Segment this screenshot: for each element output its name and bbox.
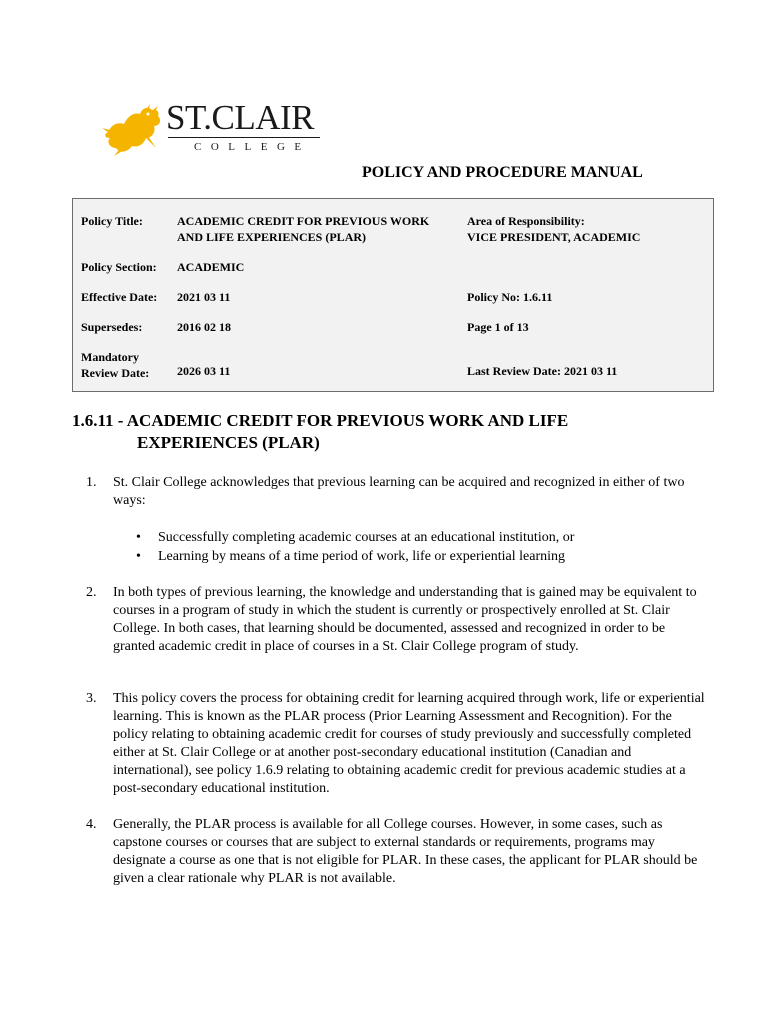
section-heading bbox=[72, 410, 568, 454]
mandatory-review-value: 2026 03 11 bbox=[177, 364, 231, 378]
logo-divider bbox=[168, 137, 320, 138]
policy-info-box bbox=[72, 198, 714, 392]
list-item bbox=[132, 528, 574, 547]
bullet-text: Successfully completing academic courses at an educational institution, or bbox=[158, 530, 575, 545]
responsibility-value: VICE PRESIDENT, ACADEMIC bbox=[467, 230, 641, 244]
logo-wordmark: ST.CLAIR bbox=[166, 98, 314, 137]
college-logo bbox=[102, 100, 324, 156]
paragraph-text: St. Clair College acknowledges that previous learning can be acquired and recognized in either of two ways: bbox=[113, 475, 685, 508]
policy-number: Policy No: 1.6.11 bbox=[467, 290, 553, 304]
responsibility-label: Area of Responsibility: bbox=[467, 214, 585, 228]
paragraph-text: In both types of previous learning, the knowledge and understanding that is gained may be equivalent to courses in a program of study in which the student is currently or prospectively enrolled at St. Clair College. In both cases, that learning should be documented, assessed and recognized in order to be granted academic credit in place of courses in a St. Clair College program of study. bbox=[113, 585, 697, 654]
griffin-logo-icon bbox=[102, 102, 164, 156]
bullet-icon: • bbox=[136, 530, 141, 545]
paragraph-3 bbox=[86, 690, 710, 798]
logo-subtitle: COLLEGE bbox=[194, 141, 311, 153]
paragraph-number: 3. bbox=[86, 691, 97, 706]
paragraph-number: 1. bbox=[86, 475, 97, 490]
paragraph-text: This policy covers the process for obtaining credit for learning acquired through work, life or experiential learning. This is known as the PLAR process (Prior Learning Assessment and Recognition). For the policy relating to obtaining academic credit for courses of study previously and successfully completed either at St. Clair College or at another post-secondary educational institution (Canadian and international), see policy 1.6.9 relating to obtaining academic credit for previous academic studies at a post-secondary educational institution. bbox=[113, 691, 705, 796]
list-item bbox=[132, 547, 574, 566]
mandatory-review-label-line2: Review Date: bbox=[81, 366, 150, 380]
section-heading-line2: EXPERIENCES (PLAR) bbox=[137, 433, 320, 452]
paragraph-number: 2. bbox=[86, 585, 97, 600]
paragraph-4 bbox=[86, 816, 710, 888]
bullet-list bbox=[132, 528, 574, 566]
policy-title-value-line2: AND LIFE EXPERIENCES (PLAR) bbox=[177, 230, 367, 244]
paragraph-2 bbox=[86, 584, 710, 656]
policy-title-value-line1: ACADEMIC CREDIT FOR PREVIOUS WORK bbox=[177, 214, 430, 228]
supersedes-value: 2016 02 18 bbox=[177, 320, 231, 334]
last-review-date: Last Review Date: 2021 03 11 bbox=[467, 364, 618, 378]
supersedes-label: Supersedes: bbox=[81, 320, 143, 334]
paragraph-text: Generally, the PLAR process is available for all College courses. However, in some cases, such as capstone courses or courses that are subject to external standards or requirements, programs may designate a course as one that is not eligible for PLAR. In these cases, the applicant for PLAR should be given a clear rationale why PLAR is not available. bbox=[113, 817, 698, 886]
manual-title: POLICY AND PROCEDURE MANUAL bbox=[362, 164, 643, 181]
effective-date-label: Effective Date: bbox=[81, 290, 158, 304]
paragraph-1 bbox=[86, 474, 710, 510]
policy-section-label: Policy Section: bbox=[81, 260, 157, 274]
policy-title-label: Policy Title: bbox=[81, 214, 143, 228]
mandatory-review-label-line1: Mandatory bbox=[81, 350, 139, 364]
bullet-icon: • bbox=[136, 549, 141, 564]
bullet-text: Learning by means of a time period of work, life or experiential learning bbox=[158, 549, 566, 564]
effective-date-value: 2021 03 11 bbox=[177, 290, 231, 304]
section-heading-line1: 1.6.11 - ACADEMIC CREDIT FOR PREVIOUS WORK AND LIFE bbox=[72, 411, 569, 430]
policy-section-value: ACADEMIC bbox=[177, 260, 245, 274]
paragraph-number: 4. bbox=[86, 817, 97, 832]
page-number: Page 1 of 13 bbox=[467, 320, 529, 334]
